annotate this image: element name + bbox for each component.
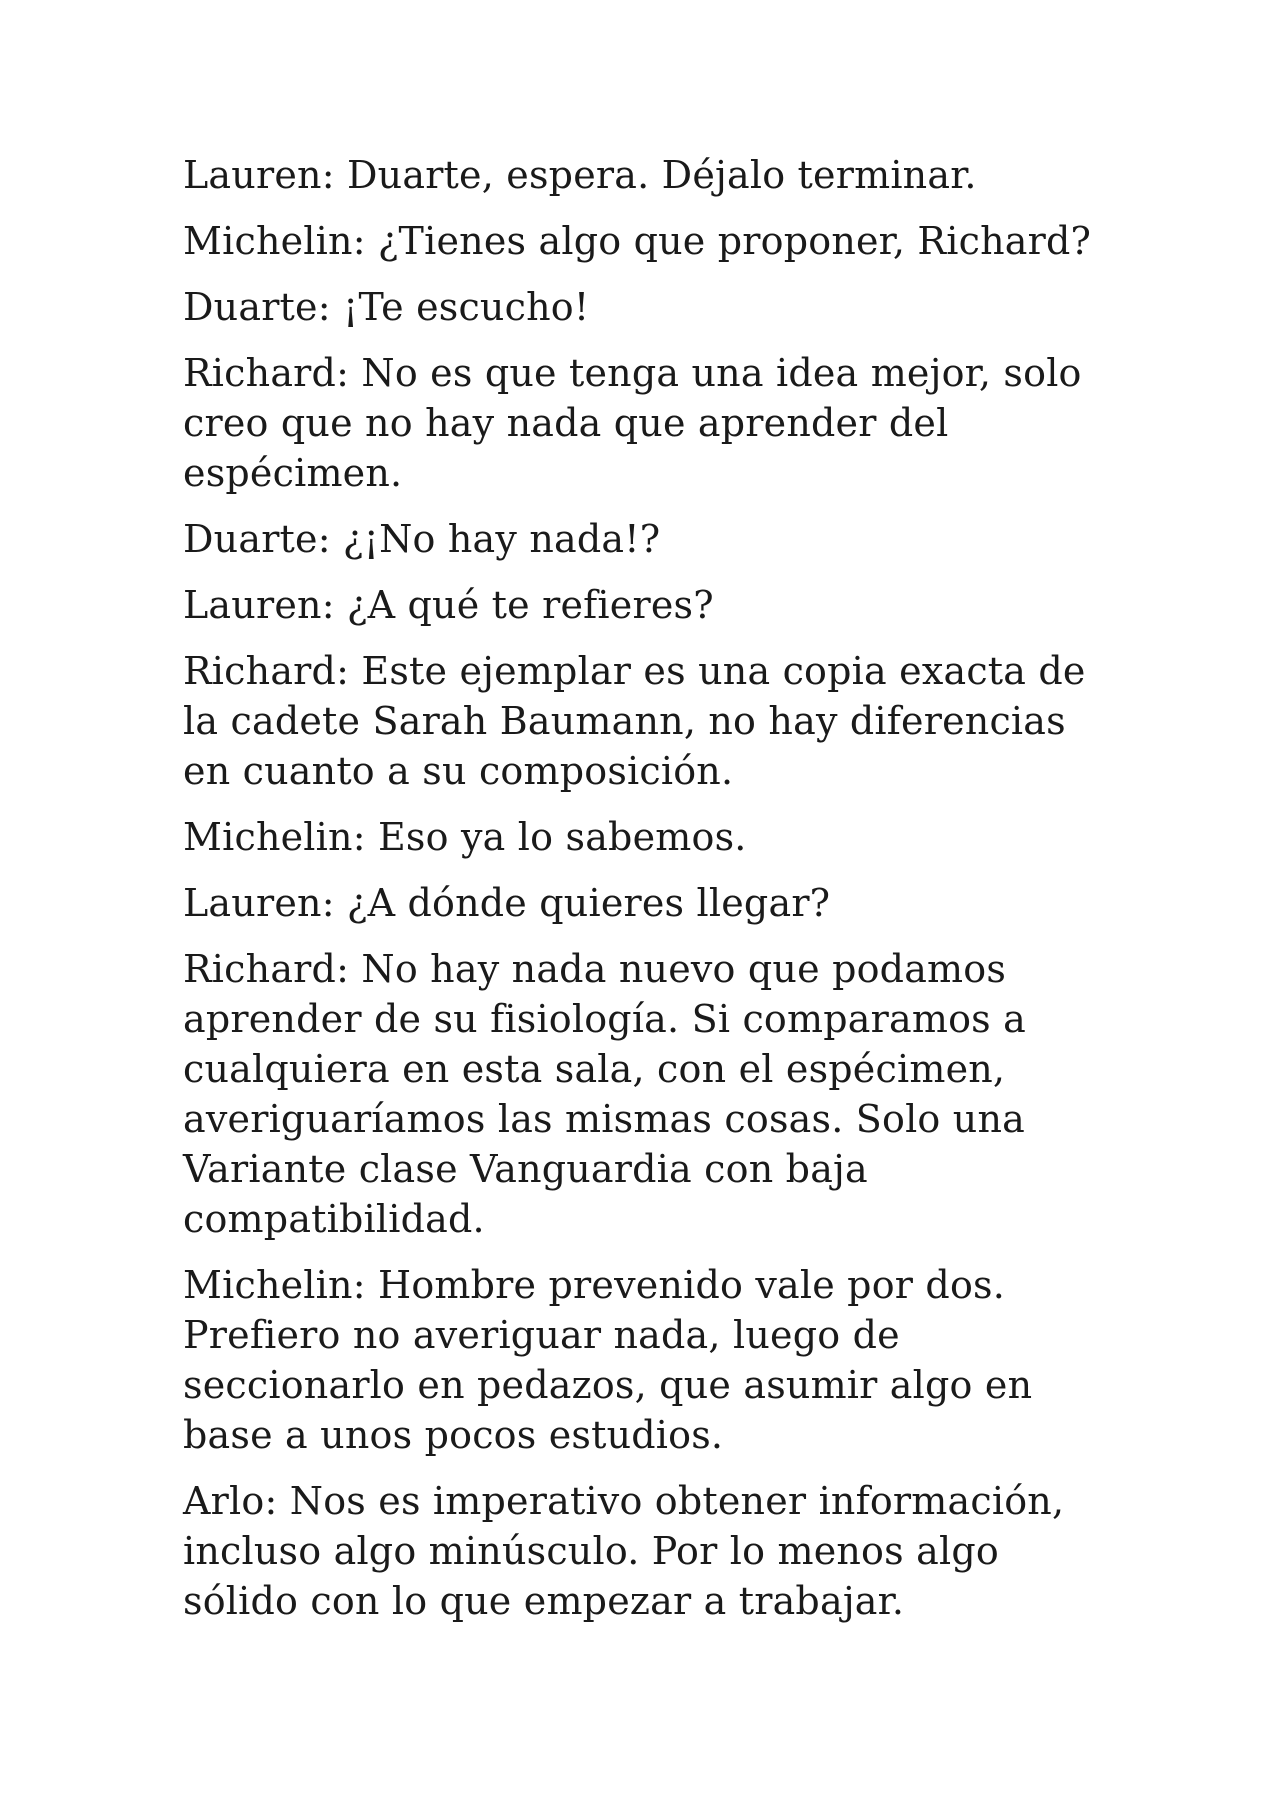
speaker-colon: :: [317, 285, 344, 329]
dialogue-text-line: Duarte, espera. Déjalo terminar.: [347, 153, 977, 197]
dialogue-text-line: No es que tenga una idea mejor, solo creo que no hay nada que aprender del espécimen.: [183, 351, 1094, 495]
speaker-name: Richard: [183, 351, 337, 395]
dialogue-line: [183, 1476, 1103, 1626]
dialogue-line: [183, 1260, 1103, 1460]
dialogue-line: [183, 514, 1103, 564]
dialogue-text-line: ¿A dónde quieres llegar?: [347, 881, 831, 925]
speaker-colon: :: [352, 219, 378, 263]
speaker-colon: :: [336, 649, 362, 693]
dialogue-text-line: No hay nada nuevo que podamos aprender de su fisiología. Si comparamos a cualquiera en esta sala, con el espécimen, averiguaríamos las mismas cosas. Solo una Variante clase Vanguardia con baja compatibilidad.: [183, 947, 1039, 1241]
speaker-name: Lauren: [183, 583, 322, 627]
speaker-colon: :: [317, 517, 344, 561]
dialogue-line: [183, 580, 1103, 630]
dialogue-line: [183, 348, 1103, 498]
speaker-name: Michelin: [183, 815, 353, 859]
speaker-colon: :: [336, 351, 362, 395]
speaker-colon: :: [321, 153, 347, 197]
speaker-colon: :: [321, 881, 347, 925]
dialogue-text-line: ¡Te escucho!: [343, 285, 590, 329]
dialogue-text-line: Hombre prevenido vale por dos. Prefiero no averiguar nada, luego de seccionarlo en pedazos, que asumir algo en base a unos pocos estudios.: [183, 1263, 1045, 1457]
speaker-name: Richard: [183, 947, 337, 991]
speaker-colon: :: [336, 947, 362, 991]
dialogue-line: [183, 150, 1103, 200]
speaker-name: Arlo: [183, 1479, 265, 1523]
dialogue-text-line: ¿Tienes algo que proponer, Richard?: [377, 219, 1092, 263]
dialogue-text-line: Eso ya lo sabemos.: [377, 815, 747, 859]
dialogue-line: [183, 646, 1103, 796]
dialogue-line: [183, 878, 1103, 928]
speaker-name: Michelin: [183, 219, 353, 263]
speaker-name: Lauren: [183, 153, 322, 197]
dialogue-line: [183, 944, 1103, 1244]
dialogue-text-line: Este ejemplar es una copia exacta de la cadete Sarah Baumann, no hay diferencias en cuanto a su composición.: [183, 649, 1098, 793]
speaker-name: Duarte: [183, 285, 318, 329]
dialogue-line: [183, 216, 1103, 266]
dialogue-text-line: ¿A qué te refieres?: [347, 583, 714, 627]
dialogue-line: [183, 812, 1103, 862]
dialogue-line: [183, 282, 1103, 332]
dialogue-text: [183, 150, 1103, 1642]
speaker-colon: :: [352, 1263, 378, 1307]
speaker-colon: :: [352, 815, 378, 859]
dialogue-text-line: ¿¡No hay nada!?: [343, 517, 661, 561]
speaker-name: Richard: [183, 649, 337, 693]
speaker-name: Duarte: [183, 517, 318, 561]
speaker-colon: :: [321, 583, 347, 627]
dialogue-text-line: Nos es imperativo obtener información, incluso algo minúsculo. Por lo menos algo sólido con lo que empezar a trabajar.: [183, 1479, 1077, 1623]
speaker-colon: :: [264, 1479, 290, 1523]
speaker-name: Michelin: [183, 1263, 353, 1307]
speaker-name: Lauren: [183, 881, 322, 925]
